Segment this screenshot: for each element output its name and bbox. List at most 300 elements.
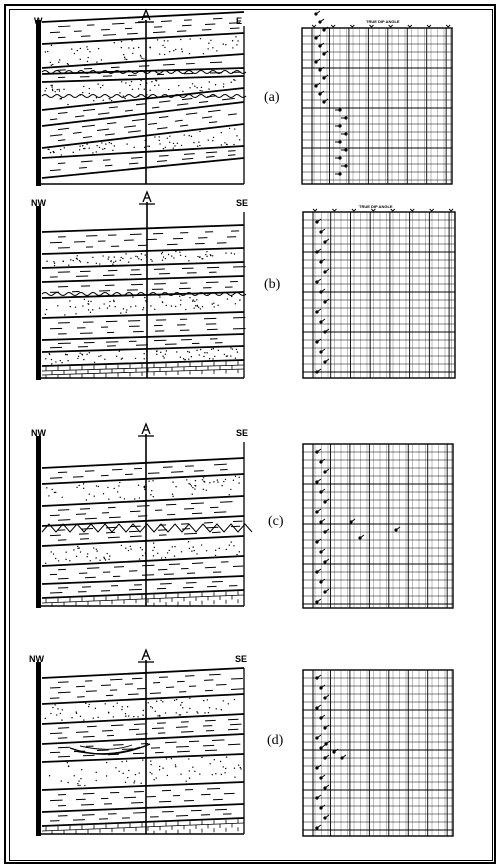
shale-dash (159, 116, 168, 117)
sandstone-dot (130, 546, 131, 547)
sandstone-dot (45, 718, 46, 719)
shale-dash (228, 155, 235, 156)
sandstone-dot (109, 305, 110, 306)
sandstone-dot (89, 147, 90, 148)
log-header-tick (371, 209, 375, 211)
sandstone-dot (69, 300, 70, 301)
sandstone-dot (202, 479, 203, 480)
sandstone-dot (95, 708, 96, 709)
sandstone-dot (93, 717, 94, 718)
shale-dash (169, 564, 180, 565)
sandstone-dot (203, 477, 204, 478)
dip-tadpole-tail (324, 51, 328, 54)
sandstone-dot (97, 717, 98, 718)
sandstone-dot (84, 299, 85, 300)
sandstone-dot (133, 782, 134, 783)
sandstone-dot (226, 549, 227, 550)
log-header-tick (427, 25, 431, 27)
sandstone-dot (88, 301, 89, 302)
shale-dash (148, 123, 157, 124)
sandstone-dot (76, 713, 77, 714)
shale-dash (230, 724, 242, 725)
sandstone-dot (148, 481, 149, 482)
sandstone-dot (127, 777, 128, 778)
sandstone-dot (206, 256, 207, 257)
sandstone-dot (123, 54, 124, 55)
sandstone-dot (80, 261, 81, 262)
sandstone-dot (87, 49, 88, 50)
sandstone-dot (211, 349, 212, 350)
sandstone-dot (113, 300, 114, 301)
sandstone-dot (184, 359, 185, 360)
bed-boundary (42, 76, 244, 82)
sandstone-dot (223, 86, 224, 87)
shale-dash (85, 518, 97, 519)
shale-dash (50, 32, 60, 33)
sandstone-dot (141, 253, 142, 254)
sandstone-dot (94, 362, 95, 363)
panel-a-log-header: TRUE DIP ANGLE (366, 19, 400, 24)
sandstone-dot (125, 713, 126, 714)
sandstone-dot (154, 136, 155, 137)
shale-dash (58, 682, 69, 683)
sandstone-dot (175, 306, 176, 307)
sandstone-dot (134, 780, 135, 781)
shale-dash (176, 746, 189, 747)
sandstone-dot (233, 144, 234, 145)
sandstone-dot (48, 149, 49, 150)
panel-d-left-direction: NW (29, 654, 44, 664)
sandstone-dot (121, 709, 122, 710)
sandstone-dot (106, 762, 107, 763)
sandstone-dot (213, 348, 214, 349)
dip-tadpole-tail (320, 19, 324, 22)
panel-b (31, 192, 455, 380)
sandstone-dot (194, 771, 195, 772)
sandstone-dot (192, 766, 193, 767)
sandstone-dot (160, 352, 161, 353)
sandstone-dot (231, 296, 232, 297)
sandstone-dot (51, 45, 52, 46)
dip-tadpole-tail (325, 815, 329, 818)
bed-boundary (42, 754, 244, 762)
sandstone-dot (105, 143, 106, 144)
sandstone-dot (234, 699, 235, 700)
sandstone-dot (176, 699, 177, 700)
sandstone-dot (83, 359, 84, 360)
shale-dash (214, 512, 226, 513)
sandstone-dot (194, 307, 195, 308)
sandstone-dot (117, 702, 118, 703)
sandstone-dot (157, 39, 158, 40)
sandstone-dot (176, 351, 177, 352)
sandstone-dot (232, 47, 233, 48)
sandstone-dot (158, 136, 159, 137)
sandstone-dot (187, 351, 188, 352)
sandstone-dot (126, 761, 127, 762)
sandstone-dot (139, 497, 140, 498)
sandstone-dot (129, 85, 130, 86)
section-left-wall (36, 436, 41, 608)
sandstone-dot (189, 548, 190, 549)
dip-tadpole-tail (325, 529, 329, 532)
sandstone-dot (202, 306, 203, 307)
sandstone-dot (48, 495, 49, 496)
sandstone-dot (51, 551, 52, 552)
sandstone-dot (196, 350, 197, 351)
bed-boundary (42, 458, 244, 468)
sandstone-dot (194, 301, 195, 302)
shale-dash (231, 678, 243, 679)
shale-dash (228, 744, 240, 745)
sandstone-dot (51, 86, 52, 87)
shale-dash (192, 563, 203, 564)
sandstone-dot (196, 299, 197, 300)
shale-dash (58, 163, 65, 164)
sandstone-dot (130, 306, 131, 307)
sandstone-dot (172, 481, 173, 482)
sandstone-dot (189, 297, 190, 298)
sandstone-dot (189, 135, 190, 136)
sandstone-dot (60, 713, 61, 714)
sandstone-dot (45, 51, 46, 52)
sandstone-dot (89, 352, 90, 353)
sandstone-dot (122, 706, 123, 707)
shale-dash (180, 125, 188, 126)
sandstone-dot (125, 253, 126, 254)
sandstone-dot (238, 765, 239, 766)
sandstone-dot (47, 51, 48, 52)
sandstone-dot (74, 53, 75, 54)
sandstone-dot (169, 550, 170, 551)
sandstone-dot (210, 40, 211, 41)
shale-dash (216, 684, 226, 685)
shale-dash (191, 503, 204, 504)
sandstone-dot (45, 358, 46, 359)
log-header-tick (313, 209, 317, 211)
log-header-tick (446, 25, 450, 27)
shale-dash (73, 477, 83, 478)
sandstone-dot (124, 57, 125, 58)
sandstone-dot (89, 93, 90, 94)
bed-boundary (42, 88, 244, 110)
sandstone-dot (65, 354, 66, 355)
sandstone-dot (210, 255, 211, 256)
dip-tadpole-tail (316, 59, 320, 62)
sandstone-dot (55, 492, 56, 493)
sandstone-dot (64, 314, 65, 315)
shale-dash (111, 725, 123, 726)
sandstone-dot (209, 707, 210, 708)
sandstone-dot (79, 485, 80, 486)
sandstone-dot (121, 545, 122, 546)
sandstone-dot (239, 551, 240, 552)
shale-dash (83, 109, 95, 110)
sandstone-dot (58, 62, 59, 63)
log-header-tick (332, 209, 336, 211)
sandstone-dot (67, 762, 68, 763)
sandstone-dot (203, 700, 204, 701)
sandstone-dot (206, 550, 207, 551)
shale-dash (177, 751, 190, 752)
sandstone-dot (161, 557, 162, 558)
sandstone-dot (63, 89, 64, 90)
sandstone-dot (122, 258, 123, 259)
panel-d-right-direction: SE (235, 654, 248, 664)
shale-dash (205, 24, 215, 25)
sandstone-dot (95, 780, 96, 781)
sandstone-dot (86, 556, 87, 557)
sandstone-dot (57, 89, 58, 90)
sandstone-dot (226, 144, 227, 145)
shale-dash (163, 64, 175, 65)
sandstone-dot (221, 774, 222, 775)
sandstone-dot (228, 703, 229, 704)
sandstone-dot (172, 546, 173, 547)
sandstone-dot (159, 140, 160, 141)
sandstone-dot (138, 88, 139, 89)
shale-dash (131, 157, 143, 158)
sandstone-dot (126, 309, 127, 310)
sandstone-dot (191, 485, 192, 486)
sandstone-dot (214, 759, 215, 760)
shale-dash (175, 120, 183, 121)
sandstone-dot (221, 144, 222, 145)
sandstone-dot (60, 360, 61, 361)
sandstone-dot (54, 263, 55, 264)
sandstone-dot (67, 782, 68, 783)
sandstone-dot (149, 772, 150, 773)
sandstone-dot (180, 255, 181, 256)
sandstone-dot (226, 355, 227, 356)
sandstone-dot (83, 719, 84, 720)
bed-boundary (42, 804, 244, 812)
sandstone-dot (215, 84, 216, 85)
sandstone-dot (125, 548, 126, 549)
shale-dash (181, 732, 193, 733)
panel-a-label: (a) (264, 90, 280, 105)
shale-dash (107, 123, 116, 124)
log-border (302, 28, 452, 184)
sandstone-dot (46, 487, 47, 488)
sandstone-dot (189, 351, 190, 352)
sandstone-dot (197, 256, 198, 257)
sandstone-dot (174, 546, 175, 547)
sandstone-dot (140, 547, 141, 548)
sandstone-dot (229, 128, 230, 129)
sandstone-dot (60, 98, 61, 99)
shale-dash (109, 517, 121, 518)
shale-dash (206, 527, 218, 528)
shale-dash (228, 151, 236, 152)
sandstone-dot (71, 717, 72, 718)
dip-tadpole-tail (325, 755, 329, 758)
shale-dash (73, 132, 82, 133)
dip-tadpole-tail (317, 539, 321, 542)
sandstone-dot (128, 47, 129, 48)
shale-dash (58, 26, 70, 27)
sandstone-dot (83, 488, 84, 489)
sandstone-dot (89, 704, 90, 705)
shale-dash (130, 536, 142, 537)
sandstone-dot (140, 55, 141, 56)
shale-dash (102, 730, 113, 731)
shale-dash (205, 750, 217, 751)
sandstone-dot (198, 307, 199, 308)
sandstone-dot (208, 712, 209, 713)
sandstone-dot (224, 142, 225, 143)
sandstone-dot (214, 356, 215, 357)
shale-dash (58, 747, 70, 748)
log-header-tick (389, 25, 393, 27)
sandstone-dot (193, 142, 194, 143)
shale-dash (83, 736, 95, 737)
sandstone-dot (150, 760, 151, 761)
sandstone-dot (107, 553, 108, 554)
sandstone-dot (92, 309, 93, 310)
bed-boundary (42, 33, 244, 44)
sandstone-dot (151, 261, 152, 262)
sandstone-dot (199, 90, 200, 91)
shale-dash (184, 533, 197, 534)
sandstone-dot (142, 549, 143, 550)
shale-dash (230, 28, 239, 29)
sandstone-dot (188, 260, 189, 261)
sandstone-dot (179, 251, 180, 252)
sandstone-dot (114, 256, 115, 257)
shale-dash (214, 464, 227, 465)
shale-dash (103, 160, 110, 161)
sandstone-dot (223, 481, 224, 482)
sandstone-dot (77, 358, 78, 359)
sandstone-dot (128, 715, 129, 716)
shale-dash (220, 502, 233, 503)
sandstone-dot (133, 48, 134, 49)
sandstone-dot (182, 51, 183, 52)
bed-boundary (42, 516, 244, 526)
sandstone-dot (88, 706, 89, 707)
shale-dash (157, 128, 167, 129)
panel-d-section (36, 650, 244, 836)
sandstone-dot (126, 59, 127, 60)
shale-dash (206, 157, 214, 158)
bed-boundary (42, 536, 244, 546)
sandstone-dot (89, 493, 90, 494)
sandstone-dot (77, 783, 78, 784)
sandstone-dot (186, 712, 187, 713)
sandstone-dot (50, 62, 51, 63)
log-header-tick (312, 25, 316, 27)
sandstone-dot (97, 83, 98, 84)
sandstone-dot (125, 82, 126, 83)
sandstone-dot (80, 551, 81, 552)
sandstone-dot (131, 81, 132, 82)
sandstone-dot (96, 549, 97, 550)
sandstone-dot (46, 309, 47, 310)
sandstone-dot (49, 775, 50, 776)
sandstone-dot (188, 358, 189, 359)
sandstone-dot (239, 299, 240, 300)
panel-b-label: (b) (264, 277, 281, 292)
sandstone-dot (149, 146, 150, 147)
sandstone-dot (95, 557, 96, 558)
sandstone-dot (216, 708, 217, 709)
sandstone-dot (157, 553, 158, 554)
sandstone-dot (121, 358, 122, 359)
sandstone-dot (192, 83, 193, 84)
shale-dash (86, 691, 97, 692)
sandstone-dot (162, 302, 163, 303)
sandstone-dot (86, 354, 87, 355)
sandstone-dot (156, 701, 157, 702)
sandstone-dot (83, 148, 84, 149)
sandstone-dot (171, 255, 172, 256)
sandstone-dot (221, 485, 222, 486)
sandstone-dot (144, 486, 145, 487)
shale-dash (109, 107, 118, 108)
sandstone-dot (121, 41, 122, 42)
sandstone-dot (115, 767, 116, 768)
sandstone-dot (186, 479, 187, 480)
sandstone-dot (73, 152, 74, 153)
sandstone-dot (84, 785, 85, 786)
bed-boundary (42, 124, 244, 148)
sandstone-dot (173, 257, 174, 258)
sandstone-dot (77, 50, 78, 51)
sandstone-dot (113, 716, 114, 717)
shale-dash (199, 101, 208, 102)
sandstone-dot (156, 354, 157, 355)
sandstone-dot (80, 48, 81, 49)
sandstone-dot (130, 548, 131, 549)
bed-boundary (42, 576, 244, 584)
log-border (303, 670, 453, 836)
dip-tadpole-tail (351, 519, 355, 522)
sandstone-dot (218, 350, 219, 351)
sandstone-dot (220, 761, 221, 762)
sandstone-dot (152, 550, 153, 551)
sandstone-dot (99, 147, 100, 148)
panel-b-section (36, 192, 249, 380)
panel-a (34, 10, 452, 186)
sandstone-dot (58, 89, 59, 90)
dip-tadpole-tail (325, 785, 329, 788)
sandstone-dot (189, 708, 190, 709)
sandstone-dot (236, 44, 237, 45)
sandstone-dot (80, 59, 81, 60)
sandstone-dot (151, 773, 152, 774)
sandstone-dot (51, 85, 52, 86)
shale-dash (134, 724, 145, 725)
sandstone-dot (168, 89, 169, 90)
sandstone-dot (150, 764, 151, 765)
sandstone-dot (114, 42, 115, 43)
shale-dash (83, 137, 92, 138)
sandstone-dot (88, 309, 89, 310)
sandstone-dot (199, 257, 200, 258)
sandstone-dot (103, 303, 104, 304)
sandstone-dot (169, 135, 170, 136)
log-header-tick (449, 209, 453, 211)
sandstone-dot (164, 40, 165, 41)
sandstone-dot (93, 547, 94, 548)
dip-tadpole-tail (317, 675, 321, 678)
dip-tadpole-tail (317, 339, 321, 342)
sandstone-dot (137, 256, 138, 257)
shale-dash (148, 473, 159, 474)
sandstone-dot (75, 313, 76, 314)
sandstone-dot (166, 758, 167, 759)
